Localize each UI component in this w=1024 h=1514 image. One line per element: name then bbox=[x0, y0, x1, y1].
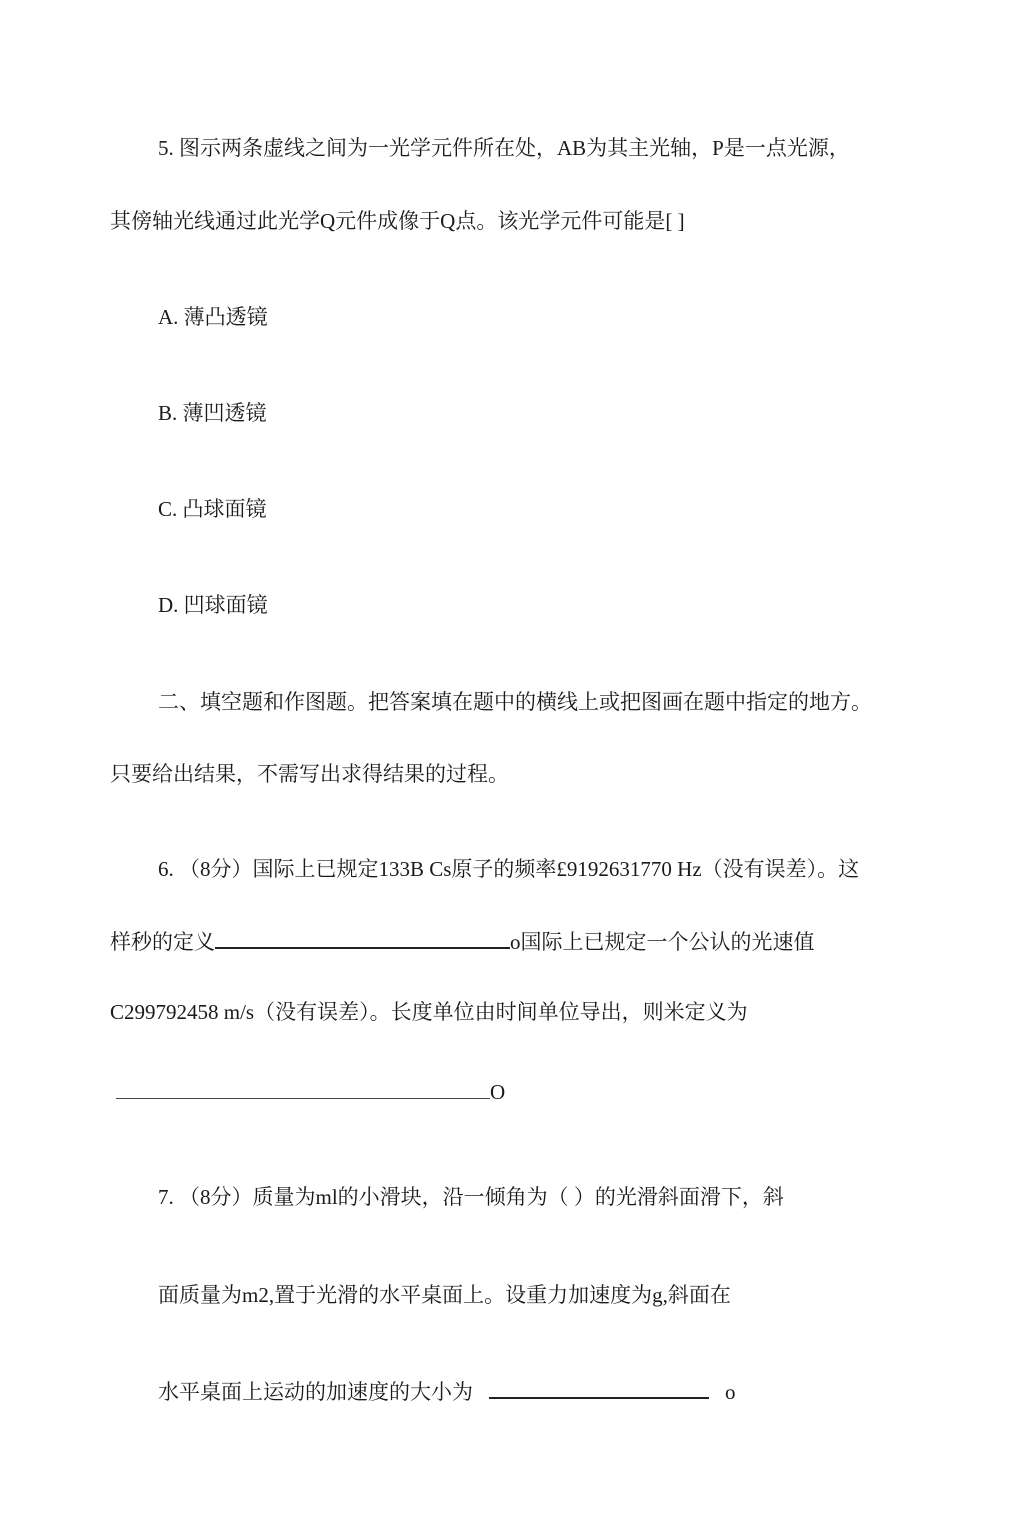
q5-option-b: B. 薄凹透镜 bbox=[158, 401, 267, 425]
q5-line-1: 5. 图示两条虚线之间为一光学元件所在处，AB为其主光轴，P是一点光源， bbox=[158, 136, 850, 160]
q7-line-2: 面质量为m2,置于光滑的水平桌面上。设重力加速度为g,斜面在 bbox=[158, 1283, 731, 1307]
q5-option-d: D. 凹球面镜 bbox=[158, 593, 268, 617]
q6-line-4-tail: O bbox=[490, 1080, 506, 1104]
q6-line-2-tail: o国际上已规定一个公认的光速值 bbox=[510, 930, 815, 954]
section-2-line-1: 二、填空题和作图题。把答案填在题中的横线上或把图画在题中指定的地方。 bbox=[158, 690, 872, 714]
q6-blank-meter-definition[interactable] bbox=[116, 1078, 490, 1099]
q5-option-a: A. 薄凸透镜 bbox=[158, 305, 268, 329]
section-2-line-2: 只要给出结果，不需写出求得结果的过程。 bbox=[110, 762, 509, 786]
q6-line-2 bbox=[110, 927, 815, 956]
q7-blank-acceleration[interactable] bbox=[489, 1377, 709, 1399]
q7-line-1: 7. （8分）质量为ml的小滑块，沿一倾角为（ ）的光滑斜面滑下，斜 bbox=[158, 1185, 784, 1209]
q6-line-1: 6. （8分）国际上已规定133B Cs原子的频率£9192631770 Hz（没有误差）。这 bbox=[158, 857, 860, 881]
q7-line-3-tail: o bbox=[725, 1380, 736, 1404]
q6-blank-second-definition[interactable] bbox=[215, 927, 510, 949]
q7-line-3 bbox=[158, 1377, 736, 1406]
q7-line-3-text: 水平桌面上运动的加速度的大小为 bbox=[158, 1380, 473, 1404]
q6-line-2-text: 样秒的定义 bbox=[110, 930, 215, 954]
q6-line-4 bbox=[116, 1078, 505, 1106]
q6-line-3: C299792458 m/s（没有误差）。长度单位由时间单位导出，则米定义为 bbox=[110, 1000, 748, 1024]
q5-option-c: C. 凸球面镜 bbox=[158, 497, 267, 521]
q5-line-2: 其傍轴光线通过此光学Q元件成像于Q点。该光学元件可能是[ ] bbox=[110, 209, 685, 233]
